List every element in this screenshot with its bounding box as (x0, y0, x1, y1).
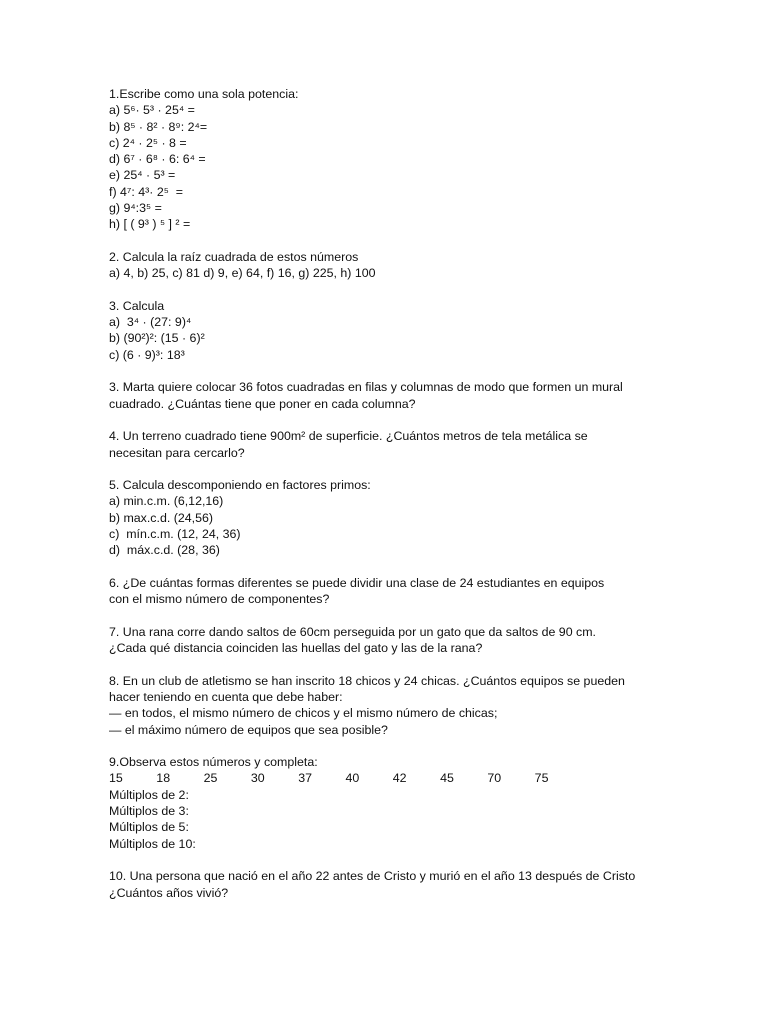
number-item: 15 (109, 771, 123, 786)
exercise-5-title: 5. Calcula descomponiendo en factores primos: (109, 478, 371, 493)
number-item: 40 (345, 771, 360, 786)
number-item: 42 (392, 771, 407, 786)
multiples-of-2-label: Múltiplos de 2: (109, 787, 189, 802)
exercise-6 (109, 575, 709, 608)
exercise-3-item-b: b) (90²)²: (15 · 6)² (109, 331, 205, 346)
exercise-1-item-f: f) 4⁷: 4³· 2⁵ = (109, 184, 184, 199)
multiples-of-3-label: Múltiplos de 3: (109, 804, 189, 819)
exercise-3-marta-line-2: cuadrado. ¿Cuántas tiene que poner en cada columna? (109, 396, 416, 411)
exercise-3-title: 3. Calcula (109, 298, 165, 313)
exercise-1-item-g: g) 9⁴:3⁵ = (109, 201, 162, 216)
exercise-1-item-c: c) 2⁴ · 2⁵ · 8 = (109, 135, 187, 150)
exercise-9-number-row (109, 770, 709, 786)
exercise-2 (109, 249, 709, 282)
exercise-7-line-1: 7. Una rana corre dando saltos de 60cm perseguida por un gato que da saltos de 90 cm. (109, 624, 596, 639)
exercise-6-line-1: 6. ¿De cuántas formas diferentes se puede dividir una clase de 24 estudiantes en equipos (109, 575, 605, 590)
exercise-1-item-d: d) 6⁷ · 6⁸ · 6: 6⁴ = (109, 152, 206, 167)
number-item: 25 (203, 771, 218, 786)
exercise-6-line-2: con el mismo número de componentes? (109, 592, 330, 607)
exercise-4-line-1: 4. Un terreno cuadrado tiene 900m² de superficie. ¿Cuántos metros de tela metálica se (109, 429, 588, 444)
exercise-2-title: 2. Calcula la raíz cuadrada de estos números (109, 249, 359, 264)
number-item: 37 (298, 771, 312, 786)
exercise-3-item-c: c) (6 · 9)³: 18³ (109, 347, 185, 362)
exercise-3-marta (109, 379, 709, 412)
exercise-5-item-d: d) máx.c.d. (28, 36) (109, 543, 220, 558)
exercise-5-item-c: c) mín.c.m. (12, 24, 36) (109, 527, 241, 542)
number-item: 45 (440, 771, 454, 786)
exercise-8 (109, 673, 709, 738)
exercise-8-line-3: — en todos, el mismo número de chicos y el mismo número de chicas; (109, 706, 498, 721)
exercise-10 (109, 868, 709, 901)
exercise-1 (109, 86, 709, 233)
exercise-4-line-2: necesitan para cercarlo? (109, 445, 245, 460)
exercise-7 (109, 624, 709, 657)
exercise-1-title: 1.Escribe como una sola potencia: (109, 87, 299, 101)
exercise-4 (109, 428, 709, 461)
multiples-of-10-label: Múltiplos de 10: (109, 836, 196, 851)
exercise-8-line-1: 8. En un club de atletismo se han inscrito 18 chicos y 24 chicas. ¿Cuántos equipos se pueden (109, 673, 625, 688)
exercise-5 (109, 477, 709, 558)
exercise-1-item-a: a) 5⁶· 5³ · 25⁴ = (109, 103, 195, 118)
exercise-1-item-h: h) [ ( 9³ ) ⁵ ] ² = (109, 217, 191, 232)
exercise-3-item-a: a) 3⁴ · (27: 9)⁴ (109, 315, 192, 330)
exercise-10-line-2: ¿Cuántos años vivió? (109, 885, 229, 900)
number-item: 70 (487, 771, 502, 786)
exercise-5-item-b: b) max.c.d. (24,56) (109, 510, 213, 525)
exercise-5-item-a: a) min.c.m. (6,12,16) (109, 494, 224, 509)
multiples-of-5-label: Múltiplos de 5: (109, 820, 189, 835)
exercise-8-line-4: — el máximo número de equipos que sea posible? (109, 722, 388, 737)
number-item: 75 (534, 771, 549, 786)
exercise-8-line-2: hacer teniendo en cuenta que debe haber: (109, 689, 343, 704)
exercise-10-line-1: 10. Una persona que nació en el año 22 antes de Cristo y murió en el año 13 después de Cristo (109, 869, 636, 884)
number-item: 30 (250, 771, 265, 786)
exercise-1-item-b: b) 8⁵ · 8² · 8⁹: 2⁴= (109, 119, 208, 134)
exercise-9-title: 9.Observa estos números y completa: (109, 755, 318, 770)
exercise-3-marta-line-1: 3. Marta quiere colocar 36 fotos cuadradas en filas y columnas de modo que formen un mural (109, 380, 623, 395)
exercise-1-item-e: e) 25⁴ · 5³ = (109, 168, 176, 183)
number-item: 18 (156, 771, 171, 786)
worksheet-content (109, 86, 709, 901)
exercise-7-line-2: ¿Cada qué distancia coinciden las huellas del gato y las de la rana? (109, 641, 483, 656)
exercise-2-items: a) 4, b) 25, c) 81 d) 9, e) 64, f) 16, g) 225, h) 100 (109, 266, 376, 281)
exercise-3-calcula (109, 298, 709, 363)
exercise-9 (109, 754, 709, 852)
